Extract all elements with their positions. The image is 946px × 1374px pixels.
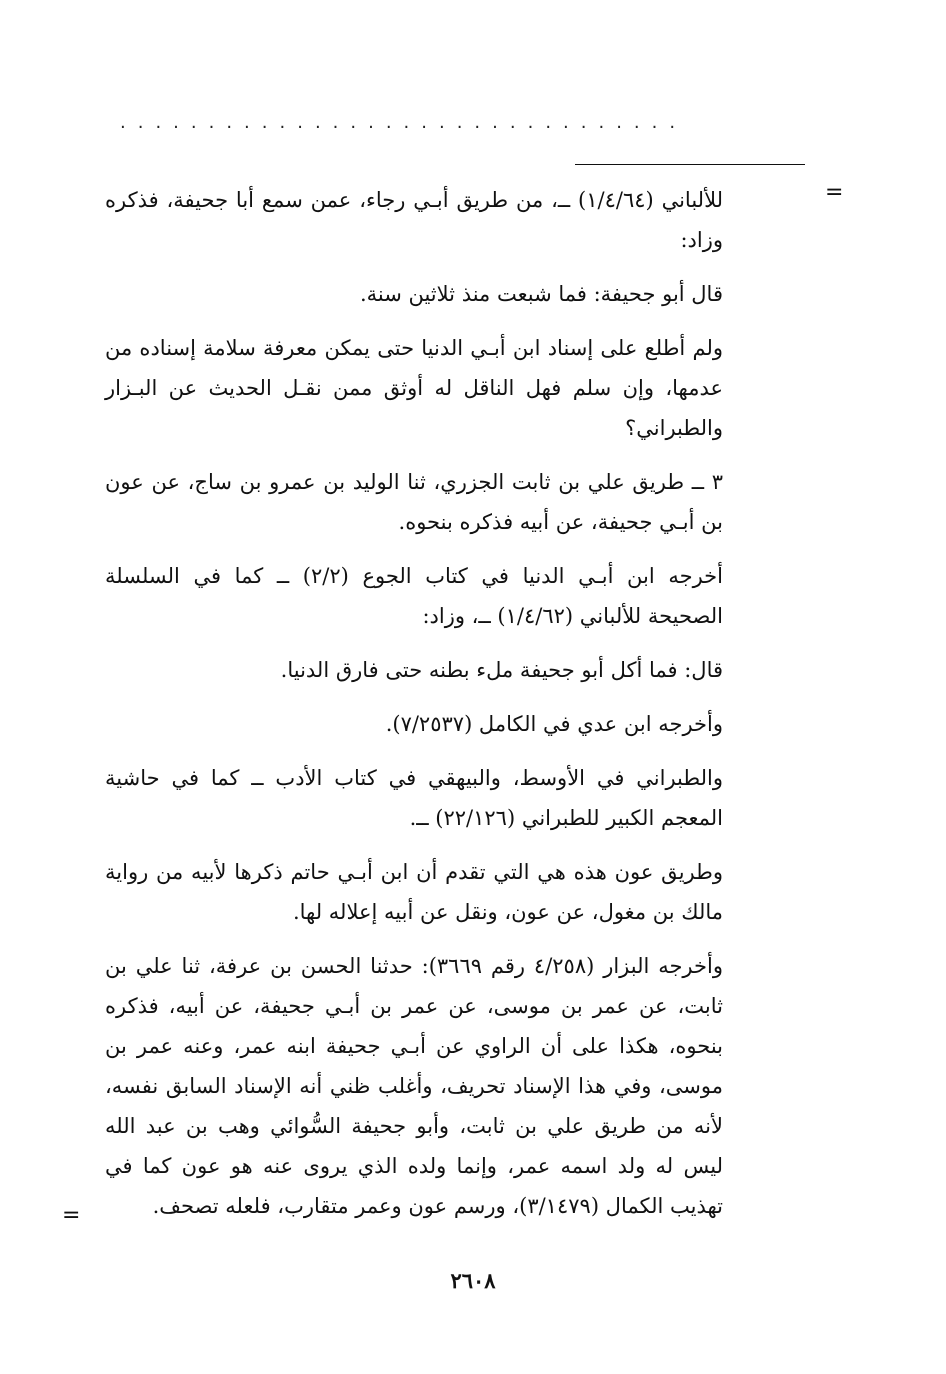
paragraph-2: قال أبو جحيفة: فما شبعت منذ ثلاثين سنة.	[359, 282, 723, 306]
continuation-mark-top: =	[825, 180, 844, 205]
footnote-text-block	[105, 180, 723, 1240]
paragraph-6: قال: فما أكل أبو جحيفة ملء بطنه حتى فارق الدنيا.	[280, 658, 723, 682]
page-number: ٢٦٠٨	[450, 1268, 496, 1293]
paragraph-7: وأخرجه ابن عدي في الكامل (٧/٢٥٣٧).	[385, 712, 723, 736]
paragraph-1: للألباني (١/٤/٦٤) ــ، من طريق أبـي رجاء، عمن سمع أبا جحيفة، فذكره وزاد:	[105, 188, 723, 252]
paragraph-8: والطبراني في الأوسط، والبيهقي في كتاب الأدب ــ كما في حاشية المعجم الكبير للطبراني (٢٢/١٢٦) ــ.	[105, 766, 723, 830]
paragraph-4: ٣ ــ طريق علي بن ثابت الجزري، ثنا الوليد بن عمرو بن ساج، عن عون بن أبـي جحيفة، عن أبيه فذكره بنحوه.	[105, 470, 723, 534]
paragraph-10: وأخرجه البزار (٤/٢٥٨ رقم ٣٦٦٩): حدثنا الحسن بن عرفة، ثنا علي بن ثابت، عن عمر بن موسى، عن عمر بن أبـي جحيفة، عن أبيه، فذكره بنحوه، هكذا على أن الراوي عن أبـي جحيفة ابنه عمر، وعنه عمر بن موسى، وفي هذا الإسناد تحريف، وأغلب ظني أنه الإسناد السابق نفسه، لأنه من طريق علي بن ثابت، وأبو جحيفة السُّوائي وهب بن عبد الله ليس له ولد اسمه عمر، وإنما ولده الذي يروى عنه هو عون كما في تهذيب الكمال (٣/١٤٧٩)، ورسم عون وعمر متقارب، فلعله تصحف.	[105, 954, 723, 1218]
paragraph-9: وطريق عون هذه هي التي تقدم أن ابن أبـي حاتم ذكرها لأبيه من رواية مالك بن مغول، عن عون، ونقل عن أبيه إعلاله لها.	[105, 860, 723, 924]
footnote-separator-rule	[575, 164, 805, 165]
paragraph-5: أخرجه ابن أبـي الدنيا في كتاب الجوع (٢/٢) ــ كما في السلسلة الصحيحة للألباني (١/٤/٦٢) ــ، وزاد:	[105, 564, 723, 628]
header-dotted-line: ................................	[120, 112, 688, 133]
continuation-mark-bottom: =	[62, 1203, 81, 1228]
paragraph-3: ولم أطلع على إسناد ابن أبـي الدنيا حتى يمكن معرفة سلامة إسناده من عدمها، وإن سلم فهل الناقل له أوثق ممن نقـل الحديث عن البـزار والطبراني؟	[105, 336, 723, 440]
